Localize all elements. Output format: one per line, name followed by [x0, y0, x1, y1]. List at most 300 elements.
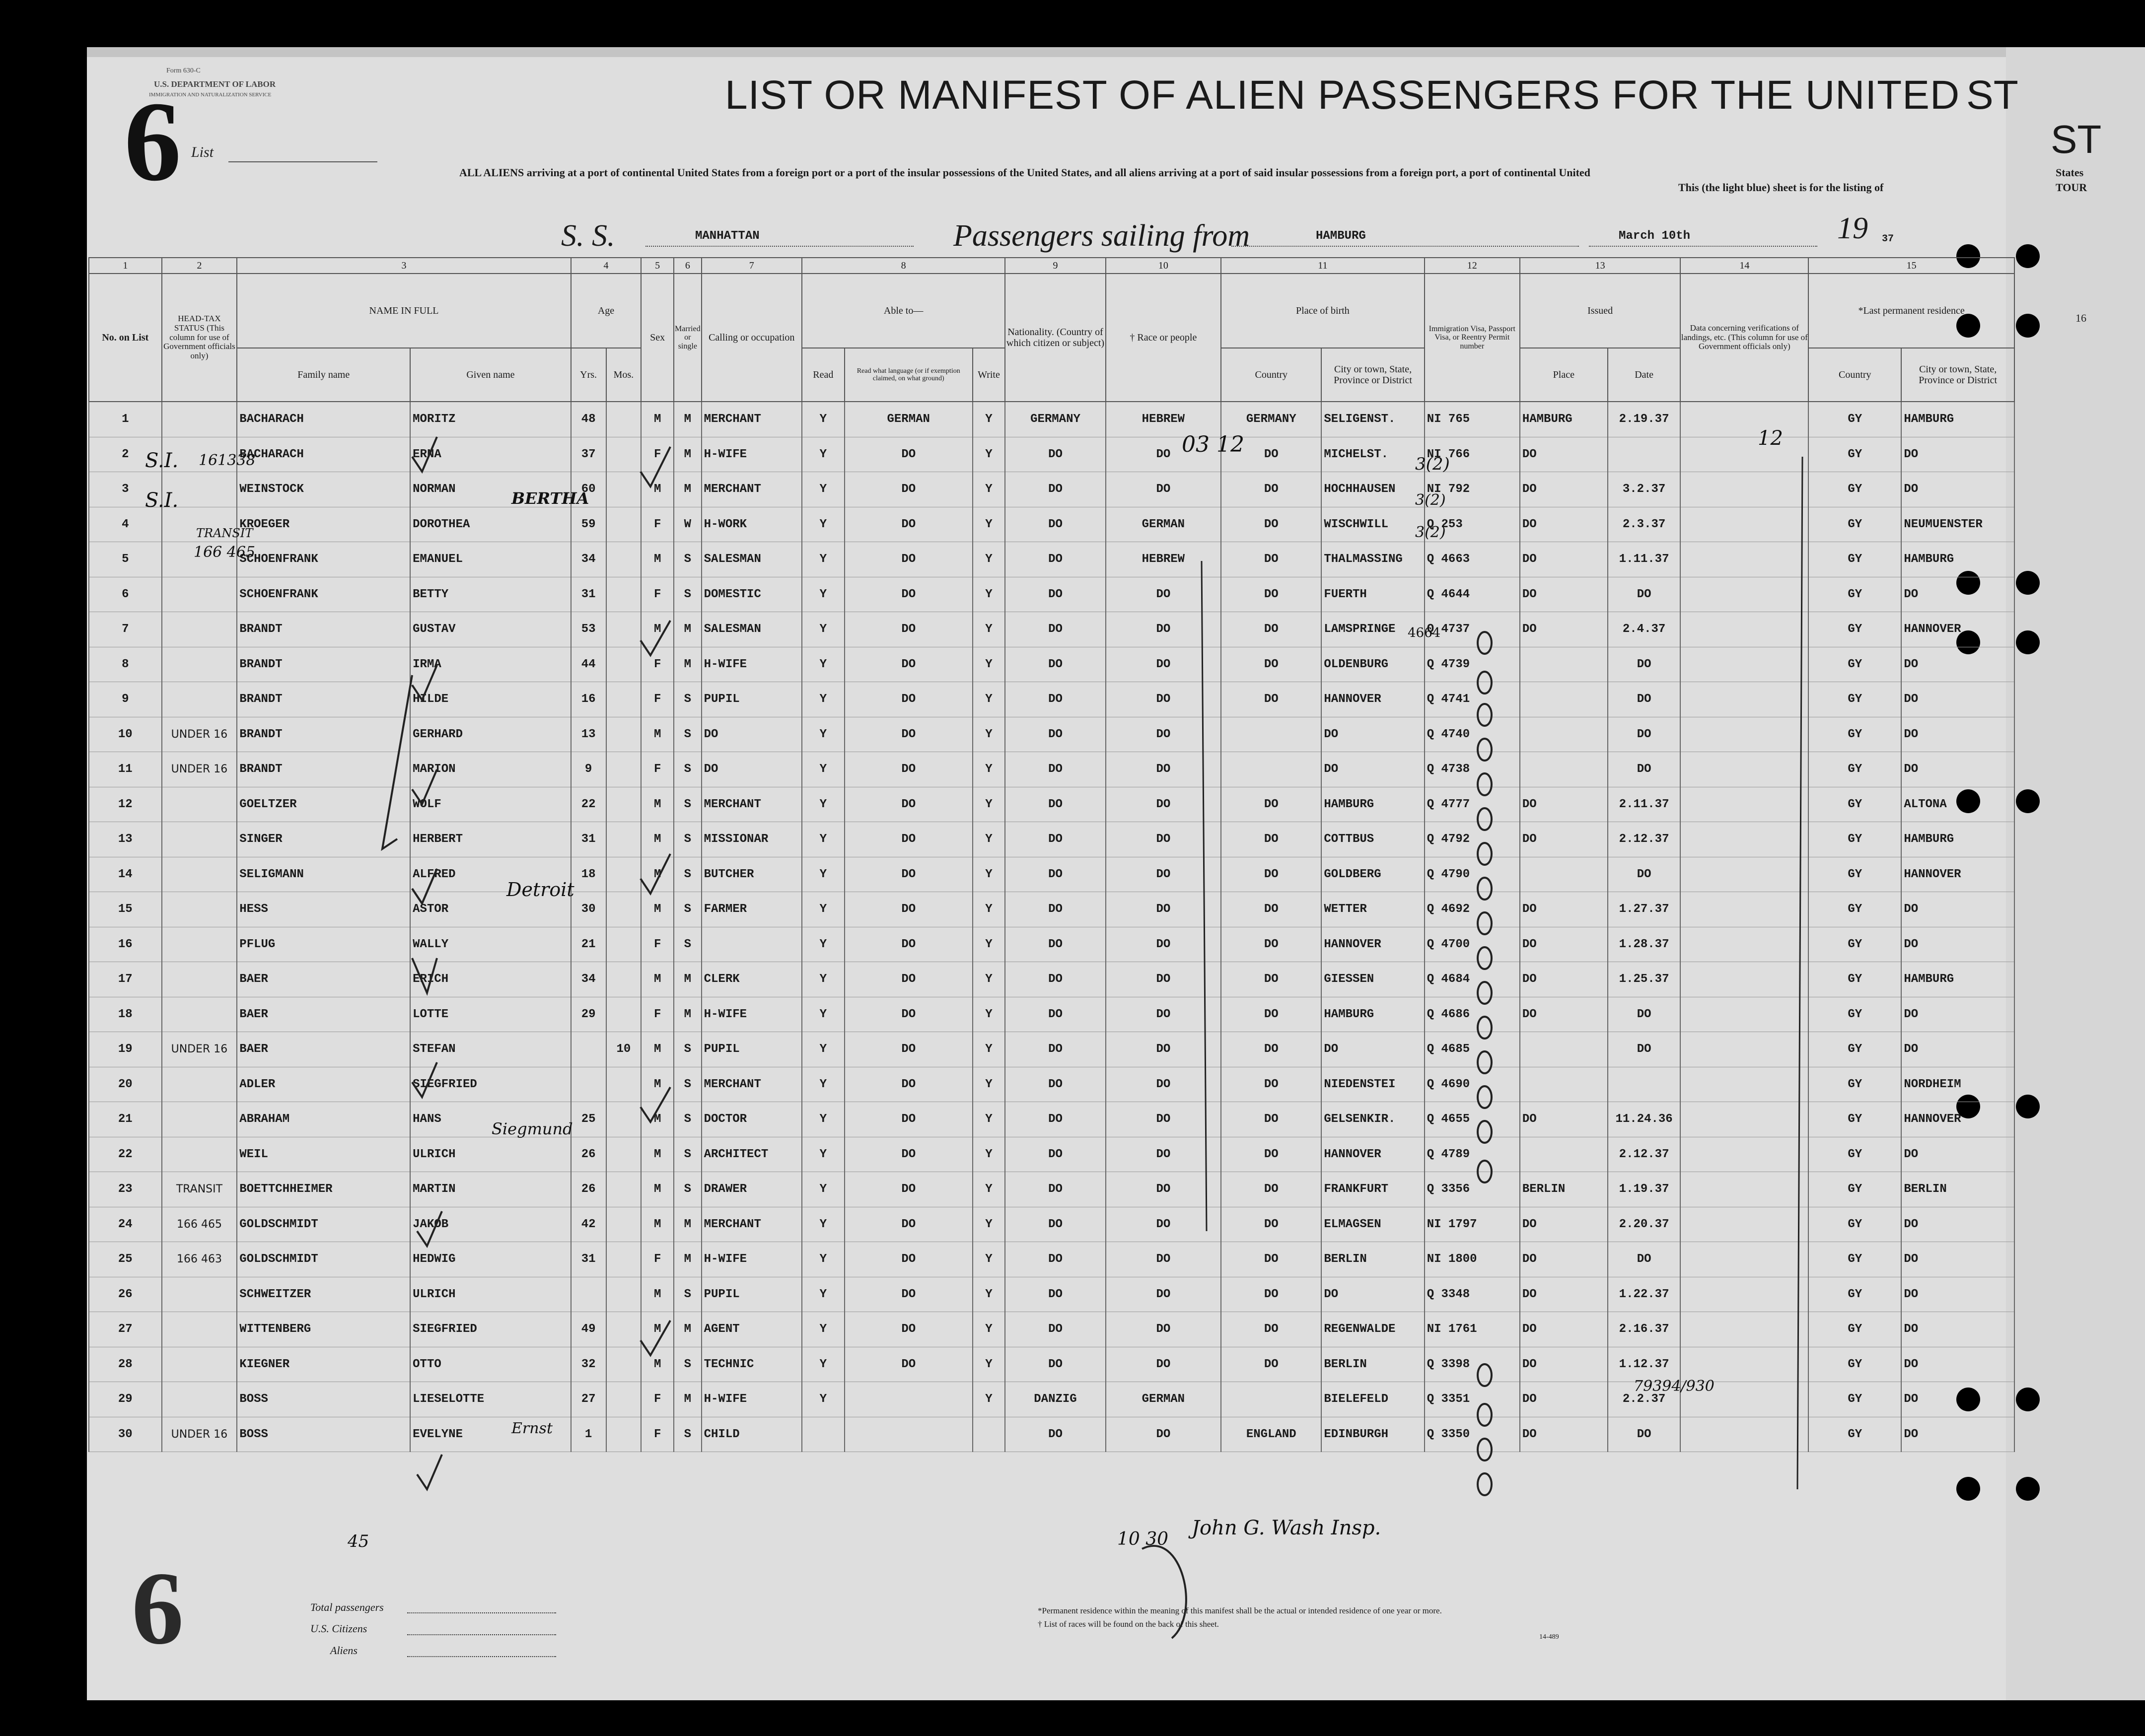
race-cell: DO	[1106, 1172, 1221, 1207]
can-write-cell: Y	[973, 437, 1005, 472]
col-number: 11	[1221, 258, 1425, 274]
residence-country-cell: GY	[1808, 1032, 1901, 1067]
residence-city-cell: DO	[1901, 717, 2014, 752]
marital-status-cell: M	[674, 612, 702, 647]
occupation-cell: H-WIFE	[702, 997, 802, 1032]
occupation-cell: TECHNIC	[702, 1347, 802, 1382]
col-number: 4	[571, 258, 642, 274]
birth-country-cell: DO	[1221, 857, 1321, 892]
marital-status-cell: M	[674, 647, 702, 682]
birth-country-cell: DO	[1221, 927, 1321, 962]
race-cell: DO	[1106, 787, 1221, 822]
header-place-of-birth: Place of birth	[1221, 274, 1425, 348]
sex-cell: M	[641, 857, 674, 892]
col-number: 12	[1425, 258, 1520, 274]
issued-date-cell: 1.27.37	[1608, 892, 1681, 927]
read-language-cell: DO	[845, 1032, 973, 1067]
residence-city-cell: HAMBURG	[1901, 962, 2014, 997]
family-name-cell: BAER	[237, 997, 410, 1032]
row-number-cell: 21	[89, 1102, 162, 1137]
hand-tax-1: S.I.	[145, 449, 179, 472]
can-read-cell: Y	[802, 997, 845, 1032]
issued-date-cell: 1.28.37	[1608, 927, 1681, 962]
residence-city-cell: DO	[1901, 1277, 2014, 1312]
can-read-cell: Y	[802, 577, 845, 612]
can-read-cell: Y	[802, 1242, 845, 1277]
can-write-cell: Y	[973, 1242, 1005, 1277]
can-write-cell: Y	[973, 717, 1005, 752]
residence-country-cell: GY	[1808, 437, 1901, 472]
row-number-cell: 13	[89, 822, 162, 857]
head-tax-status-cell: 166 465	[162, 1207, 237, 1242]
issued-place-cell: DO	[1520, 577, 1608, 612]
occupation-cell: AGENT	[702, 1312, 802, 1347]
visa-number-cell: Q 4663	[1425, 542, 1520, 577]
read-language-cell: DO	[845, 542, 973, 577]
issued-date-cell: 11.24.36	[1608, 1102, 1681, 1137]
header-read-language: Read what language (or if exemption claimed, on what ground)	[845, 348, 973, 402]
marital-status-cell: M	[674, 997, 702, 1032]
race-cell: DO	[1106, 1067, 1221, 1102]
hand-visa-note: 3(2)	[1415, 491, 1446, 509]
residence-city-cell: DO	[1901, 1242, 2014, 1277]
issued-date-cell: 1.19.37	[1608, 1172, 1681, 1207]
marital-status-cell: M	[674, 962, 702, 997]
age-years-cell: 1	[571, 1417, 606, 1452]
can-read-cell: Y	[802, 437, 845, 472]
residence-country-cell: GY	[1808, 1067, 1901, 1102]
col-number: 10	[1106, 258, 1221, 274]
marital-status-cell: M	[674, 1242, 702, 1277]
birth-country-cell: DO	[1221, 472, 1321, 507]
row-number-cell: 29	[89, 1382, 162, 1417]
subline-2: This (the light blue) sheet is for the listing of	[1678, 181, 1884, 194]
header-race: † Race or people	[1106, 274, 1221, 402]
footer-note-1: *Permanent residence within the meaning of this manifest shall be the actual or intended residence of one year or more.	[1038, 1606, 1442, 1615]
issued-date-cell: 1.22.37	[1608, 1277, 1681, 1312]
residence-city-cell: DO	[1901, 752, 2014, 787]
marital-status-cell: M	[674, 437, 702, 472]
nationality-cell: DANZIG	[1005, 1382, 1105, 1417]
occupation-cell: PUPIL	[702, 682, 802, 717]
col-number: 7	[702, 258, 802, 274]
header-mos: Mos.	[606, 348, 642, 402]
age-years-cell: 13	[571, 717, 606, 752]
can-write-cell: Y	[973, 472, 1005, 507]
residence-city-cell: DO	[1901, 1347, 2014, 1382]
issued-place-cell: DO	[1520, 787, 1608, 822]
list-number: 6	[124, 78, 181, 205]
row-number-cell: 1	[89, 402, 162, 437]
birth-country-cell: DO	[1221, 1172, 1321, 1207]
age-years-cell: 44	[571, 647, 606, 682]
marital-status-cell: S	[674, 682, 702, 717]
occupation-cell: DO	[702, 752, 802, 787]
birth-country-cell: DO	[1221, 1032, 1321, 1067]
sex-cell: F	[641, 437, 674, 472]
issued-place-cell: DO	[1520, 437, 1608, 472]
given-name-cell: STEFAN	[410, 1032, 571, 1067]
issued-date-cell: DO	[1608, 717, 1681, 752]
age-years-cell: 21	[571, 927, 606, 962]
issued-date-cell: DO	[1608, 857, 1681, 892]
issued-date-cell: 1.11.37	[1608, 542, 1681, 577]
birth-country-cell: DO	[1221, 997, 1321, 1032]
race-cell: DO	[1106, 647, 1221, 682]
issued-place-cell: DO	[1520, 1417, 1608, 1452]
age-years-cell: 42	[571, 1207, 606, 1242]
given-name-cell: LOTTE	[410, 997, 571, 1032]
residence-city-cell: DO	[1901, 997, 2014, 1032]
residence-country-cell: GY	[1808, 1312, 1901, 1347]
visa-number-cell: Q 4655	[1425, 1102, 1520, 1137]
age-years-cell: 31	[571, 1242, 606, 1277]
residence-country-cell: GY	[1808, 542, 1901, 577]
birth-country-cell: DO	[1221, 1312, 1321, 1347]
issued-date-cell: DO	[1608, 752, 1681, 787]
visa-number-cell: Q 4686	[1425, 997, 1520, 1032]
head-tax-status-cell: UNDER 16	[162, 717, 237, 752]
visa-number-cell: Q 253	[1425, 507, 1520, 542]
visa-number-cell: NI 765	[1425, 402, 1520, 437]
hand-siegmund: Siegmund	[492, 1119, 573, 1138]
issued-place-cell: DO	[1520, 927, 1608, 962]
sex-cell: M	[641, 1032, 674, 1067]
age-years-cell: 31	[571, 577, 606, 612]
sex-cell: M	[641, 892, 674, 927]
header-landing-data: Data concerning verifications of landings, etc. (This column for use of Government officials only)	[1680, 274, 1808, 402]
hand-transit-num: 166 465	[194, 544, 256, 561]
marital-status-cell: S	[674, 1102, 702, 1137]
marital-status-cell: S	[674, 542, 702, 577]
age-years-cell: 34	[571, 962, 606, 997]
can-write-cell: Y	[973, 997, 1005, 1032]
nationality-cell: DO	[1005, 962, 1105, 997]
family-name-cell: SCHOENFRANK	[237, 542, 410, 577]
residence-city-cell: HAMBURG	[1901, 402, 2014, 437]
birth-city-cell: DO	[1321, 717, 1424, 752]
header-calling: Calling or occupation	[702, 274, 802, 402]
birth-country-cell: DO	[1221, 892, 1321, 927]
given-name-cell: ASTOR	[410, 892, 571, 927]
race-cell: DO	[1106, 892, 1221, 927]
birth-city-cell: HOCHHAUSEN	[1321, 472, 1424, 507]
year: 37	[1882, 233, 1894, 245]
hand-residence-note: 12	[1758, 427, 1783, 450]
can-write-cell: Y	[973, 507, 1005, 542]
nationality-cell: DO	[1005, 647, 1105, 682]
can-write-cell: Y	[973, 857, 1005, 892]
birth-country-cell: DO	[1221, 1242, 1321, 1277]
nationality-cell: DO	[1005, 1137, 1105, 1172]
col-number: 1	[89, 258, 162, 274]
can-write-cell: Y	[973, 682, 1005, 717]
manifest-title: LIST OR MANIFEST OF ALIEN PASSENGERS FOR THE UNITED	[725, 72, 1960, 118]
nationality-cell: DO	[1005, 682, 1105, 717]
birth-country-cell: DO	[1221, 437, 1321, 472]
family-name-cell: BRANDT	[237, 682, 410, 717]
family-name-cell: BRANDT	[237, 647, 410, 682]
issued-date-cell: 2.16.37	[1608, 1312, 1681, 1347]
nationality-cell: DO	[1005, 542, 1105, 577]
occupation-cell: FARMER	[702, 892, 802, 927]
family-name-cell: BRANDT	[237, 752, 410, 787]
row-number-cell: 11	[89, 752, 162, 787]
read-language-cell: DO	[845, 1172, 973, 1207]
given-name-cell: HANS	[410, 1102, 571, 1137]
nationality-cell: DO	[1005, 857, 1105, 892]
visa-number-cell: NI 1797	[1425, 1207, 1520, 1242]
given-name-cell: ERNA	[410, 437, 571, 472]
row-number-cell: 6	[89, 577, 162, 612]
visa-number-cell: Q 4692	[1425, 892, 1520, 927]
visa-number-cell: Q 4684	[1425, 962, 1520, 997]
birth-country-cell: DO	[1221, 507, 1321, 542]
occupation-cell: DOMESTIC	[702, 577, 802, 612]
occupation-cell: SALESMAN	[702, 542, 802, 577]
family-name-cell: BAER	[237, 962, 410, 997]
birth-city-cell: COTTBUS	[1321, 822, 1424, 857]
family-name-cell: PFLUG	[237, 927, 410, 962]
can-read-cell: Y	[802, 1382, 845, 1417]
residence-country-cell: GY	[1808, 822, 1901, 857]
occupation-cell: H-WIFE	[702, 647, 802, 682]
read-language-cell: DO	[845, 1067, 973, 1102]
nationality-cell: DO	[1005, 892, 1105, 927]
issued-place-cell: DO	[1520, 1312, 1608, 1347]
subline-1: ALL ALIENS arriving at a port of continental United States from a foreign port or a port of the insular possessions of the United States, and all aliens arriving at a port of said insular possessions from a foreign port, a port of continental United	[459, 166, 1590, 179]
occupation-cell: H-WORK	[702, 507, 802, 542]
birth-city-cell: THALMASSING	[1321, 542, 1424, 577]
residence-city-cell: DO	[1901, 1137, 2014, 1172]
sex-cell: M	[641, 1277, 674, 1312]
residence-city-cell: DO	[1901, 1032, 2014, 1067]
issued-place-cell: DO	[1520, 1207, 1608, 1242]
row-number-cell: 22	[89, 1137, 162, 1172]
row-number-cell: 18	[89, 997, 162, 1032]
can-write-cell: Y	[973, 1207, 1005, 1242]
family-name-cell: BOSS	[237, 1417, 410, 1452]
sex-cell: F	[641, 927, 674, 962]
birth-city-cell: GIESSEN	[1321, 962, 1424, 997]
issued-place-cell: DO	[1520, 892, 1608, 927]
can-read-cell: Y	[802, 1102, 845, 1137]
family-name-cell: BOSS	[237, 1382, 410, 1417]
visa-number-cell: NI 1761	[1425, 1312, 1520, 1347]
can-read-cell: Y	[802, 717, 845, 752]
age-years-cell: 49	[571, 1312, 606, 1347]
sex-cell: F	[641, 577, 674, 612]
hand-visa-note: 3(2)	[1415, 454, 1450, 474]
birth-city-cell: HANNOVER	[1321, 682, 1424, 717]
birth-city-cell: GELSENKIR.	[1321, 1102, 1424, 1137]
birth-city-cell: OLDENBURG	[1321, 647, 1424, 682]
footer-list-number: 6	[132, 1551, 184, 1666]
birth-country-cell: DO	[1221, 1277, 1321, 1312]
can-read-cell: Y	[802, 1137, 845, 1172]
marital-status-cell: W	[674, 507, 702, 542]
read-language-cell: DO	[845, 682, 973, 717]
birth-country-cell: DO	[1221, 1067, 1321, 1102]
can-read-cell: Y	[802, 1312, 845, 1347]
residence-city-cell: DO	[1901, 1312, 2014, 1347]
visa-number-cell: Q 3398	[1425, 1347, 1520, 1382]
read-language-cell: DO	[845, 927, 973, 962]
occupation-cell: H-WIFE	[702, 1382, 802, 1417]
header-last-residence: *Last permanent residence	[1808, 274, 2014, 348]
residence-city-cell: NEUMUENSTER	[1901, 507, 2014, 542]
can-write-cell: Y	[973, 1137, 1005, 1172]
header-nationality: Nationality. (Country of which citizen or subject)	[1005, 274, 1105, 402]
age-years-cell: 27	[571, 1382, 606, 1417]
row-number-cell: 2	[89, 437, 162, 472]
family-name-cell: KROEGER	[237, 507, 410, 542]
header-family-name: Family name	[237, 348, 410, 402]
sex-cell: F	[641, 752, 674, 787]
ss-label: S. S.	[561, 219, 615, 253]
hand-transit: TRANSIT	[196, 526, 253, 540]
header-res-city: City or town, State, Province or District	[1901, 348, 2014, 402]
race-cell: DO	[1106, 962, 1221, 997]
birth-country-cell: DO	[1221, 647, 1321, 682]
row-number-cell: 4	[89, 507, 162, 542]
issued-place-cell: DO	[1520, 1382, 1608, 1417]
marital-status-cell: S	[674, 1032, 702, 1067]
occupation-cell: MERCHANT	[702, 472, 802, 507]
row-number-cell: 17	[89, 962, 162, 997]
birth-city-cell: WISCHWILL	[1321, 507, 1424, 542]
can-write-cell: Y	[973, 1347, 1005, 1382]
birth-city-cell: WETTER	[1321, 892, 1424, 927]
residence-country-cell: GY	[1808, 682, 1901, 717]
residence-city-cell: DO	[1901, 892, 2014, 927]
head-tax-status-cell: TRANSIT	[162, 1172, 237, 1207]
family-name-cell: SELIGMANN	[237, 857, 410, 892]
row-number-cell: 8	[89, 647, 162, 682]
birth-city-cell: LAMSPRINGE	[1321, 612, 1424, 647]
header-no-on-list: No. on List	[89, 274, 162, 402]
birth-city-cell: FUERTH	[1321, 577, 1424, 612]
visa-number-cell: Q 4739	[1425, 647, 1520, 682]
read-language-cell: DO	[845, 577, 973, 612]
issued-place-cell: DO	[1520, 542, 1608, 577]
header-birth-country: Country	[1221, 348, 1321, 402]
row-number-cell: 3	[89, 472, 162, 507]
ship-name: MANHATTAN	[695, 229, 760, 243]
marital-status-cell: S	[674, 787, 702, 822]
row-number-cell: 7	[89, 612, 162, 647]
can-read-cell: Y	[802, 1347, 845, 1382]
residence-city-cell: DO	[1901, 647, 2014, 682]
visa-number-cell: Q 4792	[1425, 822, 1520, 857]
nationality-cell: DO	[1005, 997, 1105, 1032]
sex-cell: F	[641, 1242, 674, 1277]
given-name-cell: EVELYNE	[410, 1417, 571, 1452]
header-birth-city: City or town, State, Province or District	[1321, 348, 1424, 402]
can-read-cell: Y	[802, 647, 845, 682]
can-write-cell: Y	[973, 1032, 1005, 1067]
birth-country-cell: DO	[1221, 577, 1321, 612]
department: U.S. DEPARTMENT OF LABOR	[154, 79, 276, 89]
row-number-cell: 23	[89, 1172, 162, 1207]
given-name-cell: EMANUEL	[410, 542, 571, 577]
birth-city-cell: BERLIN	[1321, 1242, 1424, 1277]
race-cell: DO	[1106, 1242, 1221, 1277]
can-read-cell: Y	[802, 892, 845, 927]
issued-place-cell: DO	[1520, 507, 1608, 542]
hand-bertha: BERTHA	[511, 489, 589, 508]
row-number-cell: 20	[89, 1067, 162, 1102]
occupation-cell: MISSIONAR	[702, 822, 802, 857]
visa-number-cell: NI 1800	[1425, 1242, 1520, 1277]
sex-cell: F	[641, 682, 674, 717]
nationality-cell: DO	[1005, 1032, 1105, 1067]
marital-status-cell: M	[674, 472, 702, 507]
residence-country-cell: GY	[1808, 577, 1901, 612]
head-tax-status-cell: UNDER 16	[162, 752, 237, 787]
residence-city-cell: HAMBURG	[1901, 542, 2014, 577]
can-write-cell: Y	[973, 927, 1005, 962]
can-read-cell: Y	[802, 787, 845, 822]
marital-status-cell: S	[674, 752, 702, 787]
given-name-cell: ULRICH	[410, 1137, 571, 1172]
side-col-16: 16	[2075, 312, 2086, 324]
can-read-cell: Y	[802, 1032, 845, 1067]
occupation-cell: BUTCHER	[702, 857, 802, 892]
residence-country-cell: GY	[1808, 1137, 1901, 1172]
residence-city-cell: DO	[1901, 472, 2014, 507]
can-write-cell: Y	[973, 612, 1005, 647]
can-read-cell: Y	[802, 822, 845, 857]
birth-city-cell: FRANKFURT	[1321, 1172, 1424, 1207]
can-read-cell: Y	[802, 612, 845, 647]
birth-country-cell: DO	[1221, 1137, 1321, 1172]
given-name-cell: MARION	[410, 752, 571, 787]
read-language-cell: DO	[845, 612, 973, 647]
issued-date-cell: 3.2.37	[1608, 472, 1681, 507]
issued-date-cell: 2.19.37	[1608, 402, 1681, 437]
birth-country-cell: GERMANY	[1221, 402, 1321, 437]
race-cell: GERMAN	[1106, 1382, 1221, 1417]
header-write: Write	[973, 348, 1005, 402]
family-name-cell: BRANDT	[237, 717, 410, 752]
residence-city-cell: HANNOVER	[1901, 857, 2014, 892]
hand-detroit: Detroit	[506, 879, 574, 901]
visa-number-cell: Q 4741	[1425, 682, 1520, 717]
residence-country-cell: GY	[1808, 612, 1901, 647]
can-read-cell: Y	[802, 752, 845, 787]
read-language-cell: DO	[845, 717, 973, 752]
residence-country-cell: GY	[1808, 752, 1901, 787]
residence-country-cell: GY	[1808, 507, 1901, 542]
read-language-cell: DO	[845, 1312, 973, 1347]
marital-status-cell: S	[674, 717, 702, 752]
race-cell: DO	[1106, 822, 1221, 857]
hand-landing-note: 79394/930	[1634, 1378, 1715, 1395]
col-number: 6	[674, 258, 702, 274]
nationality-cell: DO	[1005, 507, 1105, 542]
age-years-cell: 59	[571, 507, 606, 542]
race-cell: HEBREW	[1106, 402, 1221, 437]
can-read-cell: Y	[802, 542, 845, 577]
visa-number-cell: NI 766	[1425, 437, 1520, 472]
nationality-cell: DO	[1005, 822, 1105, 857]
given-name-cell: ERICH	[410, 962, 571, 997]
race-cell: DO	[1106, 752, 1221, 787]
residence-country-cell: GY	[1808, 472, 1901, 507]
given-name-cell: HEDWIG	[410, 1242, 571, 1277]
can-write-cell: Y	[973, 647, 1005, 682]
